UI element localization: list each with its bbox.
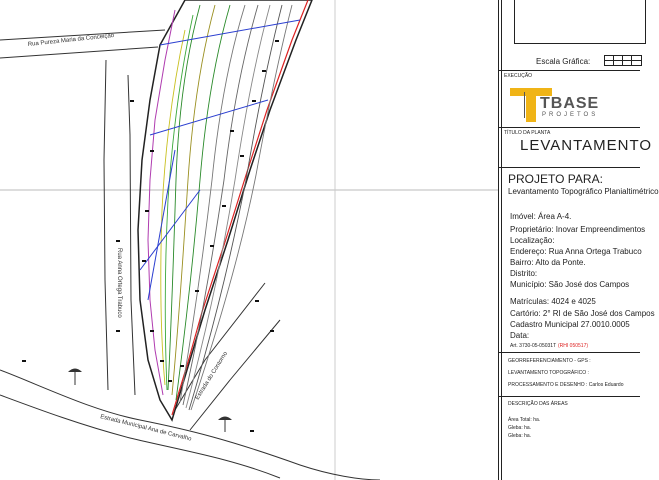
road-edge: [104, 60, 108, 390]
road-label-rua-anna: Rua Anna Ortega Trabuco: [116, 248, 122, 318]
gleba-field: Gleba: ha.: [508, 425, 532, 431]
road-label-estrada-municipal: Estrada Municipal Ana de Carvalho: [99, 414, 192, 443]
projeto-description: Levantamento Topográfico Planialtimétrico: [508, 187, 659, 196]
road-edge: [175, 283, 265, 410]
levantamento-field: LEVANTAMENTO TOPOGRÁFICO :: [508, 370, 589, 376]
title-block-border: [498, 0, 499, 480]
proprietario-field: Proprietário: Inovar Empreendimentos: [510, 225, 646, 234]
matriculas-field: Matrículas: 4024 e 4025: [510, 297, 596, 306]
cartorio-field: Cartório: 2° RI de São José dos Campos: [510, 309, 655, 318]
tbase-logo: [510, 88, 620, 122]
plant-title: LEVANTAMENTO: [520, 137, 653, 154]
top-box: [514, 0, 646, 44]
title-block-border: [501, 0, 502, 480]
bairro-field: Bairro: Alto da Ponte.: [510, 258, 586, 267]
gleba-field: Gleba: ha.: [508, 433, 532, 439]
road-label-rua-pureza: Rua Pureza Maria da Conceição: [27, 32, 115, 48]
distrito-field: Distrito:: [510, 269, 538, 278]
logo-text: TBASE: [540, 95, 600, 112]
contour-lines: [161, 5, 292, 410]
logo-subtext: PROJETOS: [542, 112, 599, 118]
road-edge: [0, 395, 280, 478]
titulo-label: TÍTULO DA PLANTA: [504, 130, 551, 136]
road-edge: [128, 75, 135, 395]
title-block: [498, 0, 659, 480]
execucao-label: EXECUÇÃO: [504, 73, 533, 79]
cadastro-field: Cadastro Municipal 27.0010.0005: [510, 320, 630, 329]
georef-field: GEORREFERENCIAMENTO - GPS :: [508, 358, 591, 364]
road-label-estrada-contorno: Estrada do Contorno: [194, 350, 230, 402]
data-field: Data:: [510, 331, 530, 340]
descricao-heading: DESCRIÇÃO DAS ÁREAS: [508, 401, 568, 407]
art-number: Art. 3730-05-05031T: [510, 343, 557, 349]
road-edge: [0, 370, 380, 480]
art-red-number: (RHI 050517): [558, 343, 589, 349]
scale-bar: [604, 55, 642, 66]
projeto-para-heading: PROJETO PARA:: [508, 172, 603, 186]
localizacao-field: Localização:: [510, 236, 555, 245]
imovel-field: Imóvel: Área A-4.: [510, 212, 572, 221]
processamento-field: PROCESSAMENTO E DESENHO : Carlos Eduardo: [508, 382, 624, 388]
area-total-field: Área Total: ha.: [508, 417, 541, 423]
road-edge: [0, 47, 158, 58]
endereco-field: Endereço: Rua Anna Ortega Trabuco: [510, 247, 642, 256]
municipio-field: Município: São José dos Campos: [510, 280, 630, 289]
escala-label: Escala Gráfica:: [536, 57, 591, 66]
